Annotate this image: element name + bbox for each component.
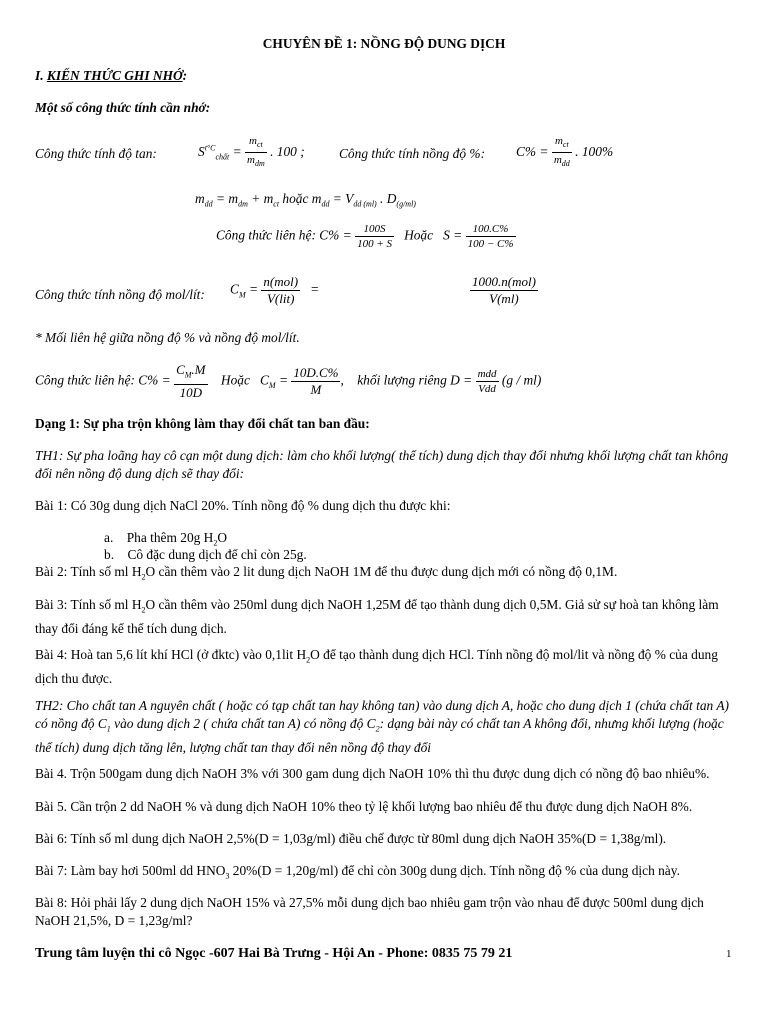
percent-fraction: $\frac{m_{ct}}{m_{dd}}$ [552,134,572,171]
exercise-6: Bài 6: Tính số ml dung dịch NaOH 2,5%(D = 1,03g/ml) điều chế được từ 80ml dung dịch NaOH 35%(D = 1,38g/ml). [35,831,667,846]
exercise-1: Bài 1: Có 30g dung dịch NaCl 20%. Tính nồng độ % dung dịch thu được khi: [35,498,451,513]
exercise-4: Bài 4: Hoà tan 5,6 lít khí HCl (ở đktc) vào 0,1lit $H_2O$ để tạo thành dung dịch HCl. Tính nồng độ mol/lit và nồng độ % của dung dịch thu được. [35,647,718,686]
percent-label: Công thức tính nồng độ %: [339,146,486,161]
section-suffix: : [182,68,188,83]
relation1-fraction: $\frac{100S}{100 + S}$ [357,223,393,250]
section-heading [35,68,187,84]
exercise-3: Bài 3: Tính số ml $H_2O$ cần thêm vào 250ml dung dịch NaOH 1,25M để tạo thành dung dịch 0,5M. Giả sử sự hoà tan không làm thay đổi đáng kể thể tích dung dịch. [35,597,719,636]
type1-heading: Dạng 1: Sự pha trộn không làm thay đổi chất tan ban đầu: [35,416,370,431]
relation2-fraction-2: $\frac{10D.C\%}{M}$ [293,364,339,397]
density-fraction: $\frac{\text{mdd}}{\text{Vdd}}$ [477,367,497,395]
exercise-7: Bài 7: Làm bay hơi 500ml dd $HNO_3$ 20%(D = 1,20g/ml) để chỉ còn 300g dung dịch. Tính nồng độ % của dung dịch này. [35,863,680,881]
exercise-5: Bài 5. Cần trộn 2 dd NaOH % và dung dịch NaOH 10% theo tỷ lệ khối lượng bao nhiêu để thu được dung dịch NaOH 8%. [35,799,693,814]
exercise-8: Bài 8: Hỏi phải lấy 2 dung dịch NaOH 15% và 27,5% mỗi dung dịch bao nhiêu gam trộn vào nhau để được 500ml dung dịch NaOH 21,5%, D = 1,23g/ml? [35,895,704,928]
exercise-4b: Bài 4. Trộn 500gam dung dịch NaOH 3% với 300 gam dung dịch NaOH 10% thì thu được dung dịch có nồng độ bao nhiêu%. [35,766,710,781]
footer-contact: Trung tâm luyện thi cô Ngọc -607 Hai Bà Trưng - Hội An - Phone: 0835 75 79 21 [35,946,513,961]
page-number: 1 [726,948,732,960]
molarity-fraction: $\frac{\text{n(mol)}}{\text{V(lit)}}$ [263,274,299,306]
molarity-formula-ml [470,274,538,307]
exercise-1-item-b: b. Cô đặc dung dịch để chỉ còn 25g. [104,547,307,562]
solubility-formula: $S^{t^\circ C}_{chất}$ = $\frac{m_{ct}}{m_{dm}}$ . 100 ; [198,134,305,171]
molarity-formula: $C_M$ = $\frac{\text{n(mol)}}{\text{V(lit)}}$ = [230,274,320,306]
section-number: I. [35,68,44,83]
formula-intro: Một số công thức tính cần nhớ: [35,100,211,115]
th2-text: TH2: Cho chất tan A nguyên chất ( hoặc có tạp chất tan hay không tan) vào dung dịch A, hoặc cho dung dịch 1 (chứa chất tan A) có nồng độ $C_1$ vào dung dịch 2 ( chứa chất tan A) có nồng độ $C_2$: dạng bài này có chất tan A không đổi, nhưng khối lượng (hoặc thể tích) dung dịch tăng lên, lượng chất tan thay đổi nên nồng độ thay đổi [35,698,729,755]
relation-percent-molarity: Công thức liên hệ: C% = $\frac{C_M.M}{10D}$ Hoặc $C_M$ = $\frac{10D.C\%}{M}$ , khối lượng riêng D = $\frac{\text{mdd}}{\text{Vdd}}$ (g / ml) [35,362,542,400]
page-title: CHUYÊN ĐỀ 1: NỒNG ĐỘ DUNG DỊCH [262,36,506,51]
relation-percent-solubility: Công thức liên hệ: C% = $\frac{100S}{100 + S}$ Hoặc S = $\frac{100.C\%}{100 - C\%}$ [216,223,514,250]
solubility-fraction: $\frac{m_{ct}}{m_{dm}}$ [245,134,267,171]
molarity-fraction-ml: $\frac{\text{1000.n(mol)}}{V(ml)}$ [472,274,536,306]
exercise-1-item-a: a. Pha thêm 20g $H_2O$ [104,530,228,548]
solubility-label: Công thức tính độ tan: [35,146,157,161]
relation1-fraction-2: $\frac{100.C\%}{100 - C\%}$ [467,223,514,250]
relation2-fraction: $\frac{C_M.M}{10D}$ [176,362,206,400]
percent-formula: C% = $\frac{m_{ct}}{m_{dd}}$ . 100% [516,134,613,171]
molarity-label: Công thức tính nồng độ mol/lít: [35,287,205,302]
mass-formula: $m_{dd} = m_{dm} + m_{ct}$ hoặc $m_{dd} = V_{dd (ml)}$ . $D_{(g/ml)}$ [195,191,416,209]
relation-note: * Mối liên hệ giữa nồng độ % và nồng độ mol/lít. [35,330,300,345]
th1-text: TH1: Sự pha loãng hay cô cạn một dung dịch: làm cho khối lượng( thể tích) dung dịch thay đổi nhưng khối lượng chất tan không đổi nên nồng độ dung dịch sẽ thay đổi: [35,448,729,481]
section-label: KIẾN THỨC GHI NHỚ [46,68,183,83]
exercise-2: Bài 2: Tính số ml $H_2O$ cần thêm vào 2 lit dung dịch NaOH 1M để thu được dung dịch mới có nồng độ 0,1M. [35,564,618,582]
